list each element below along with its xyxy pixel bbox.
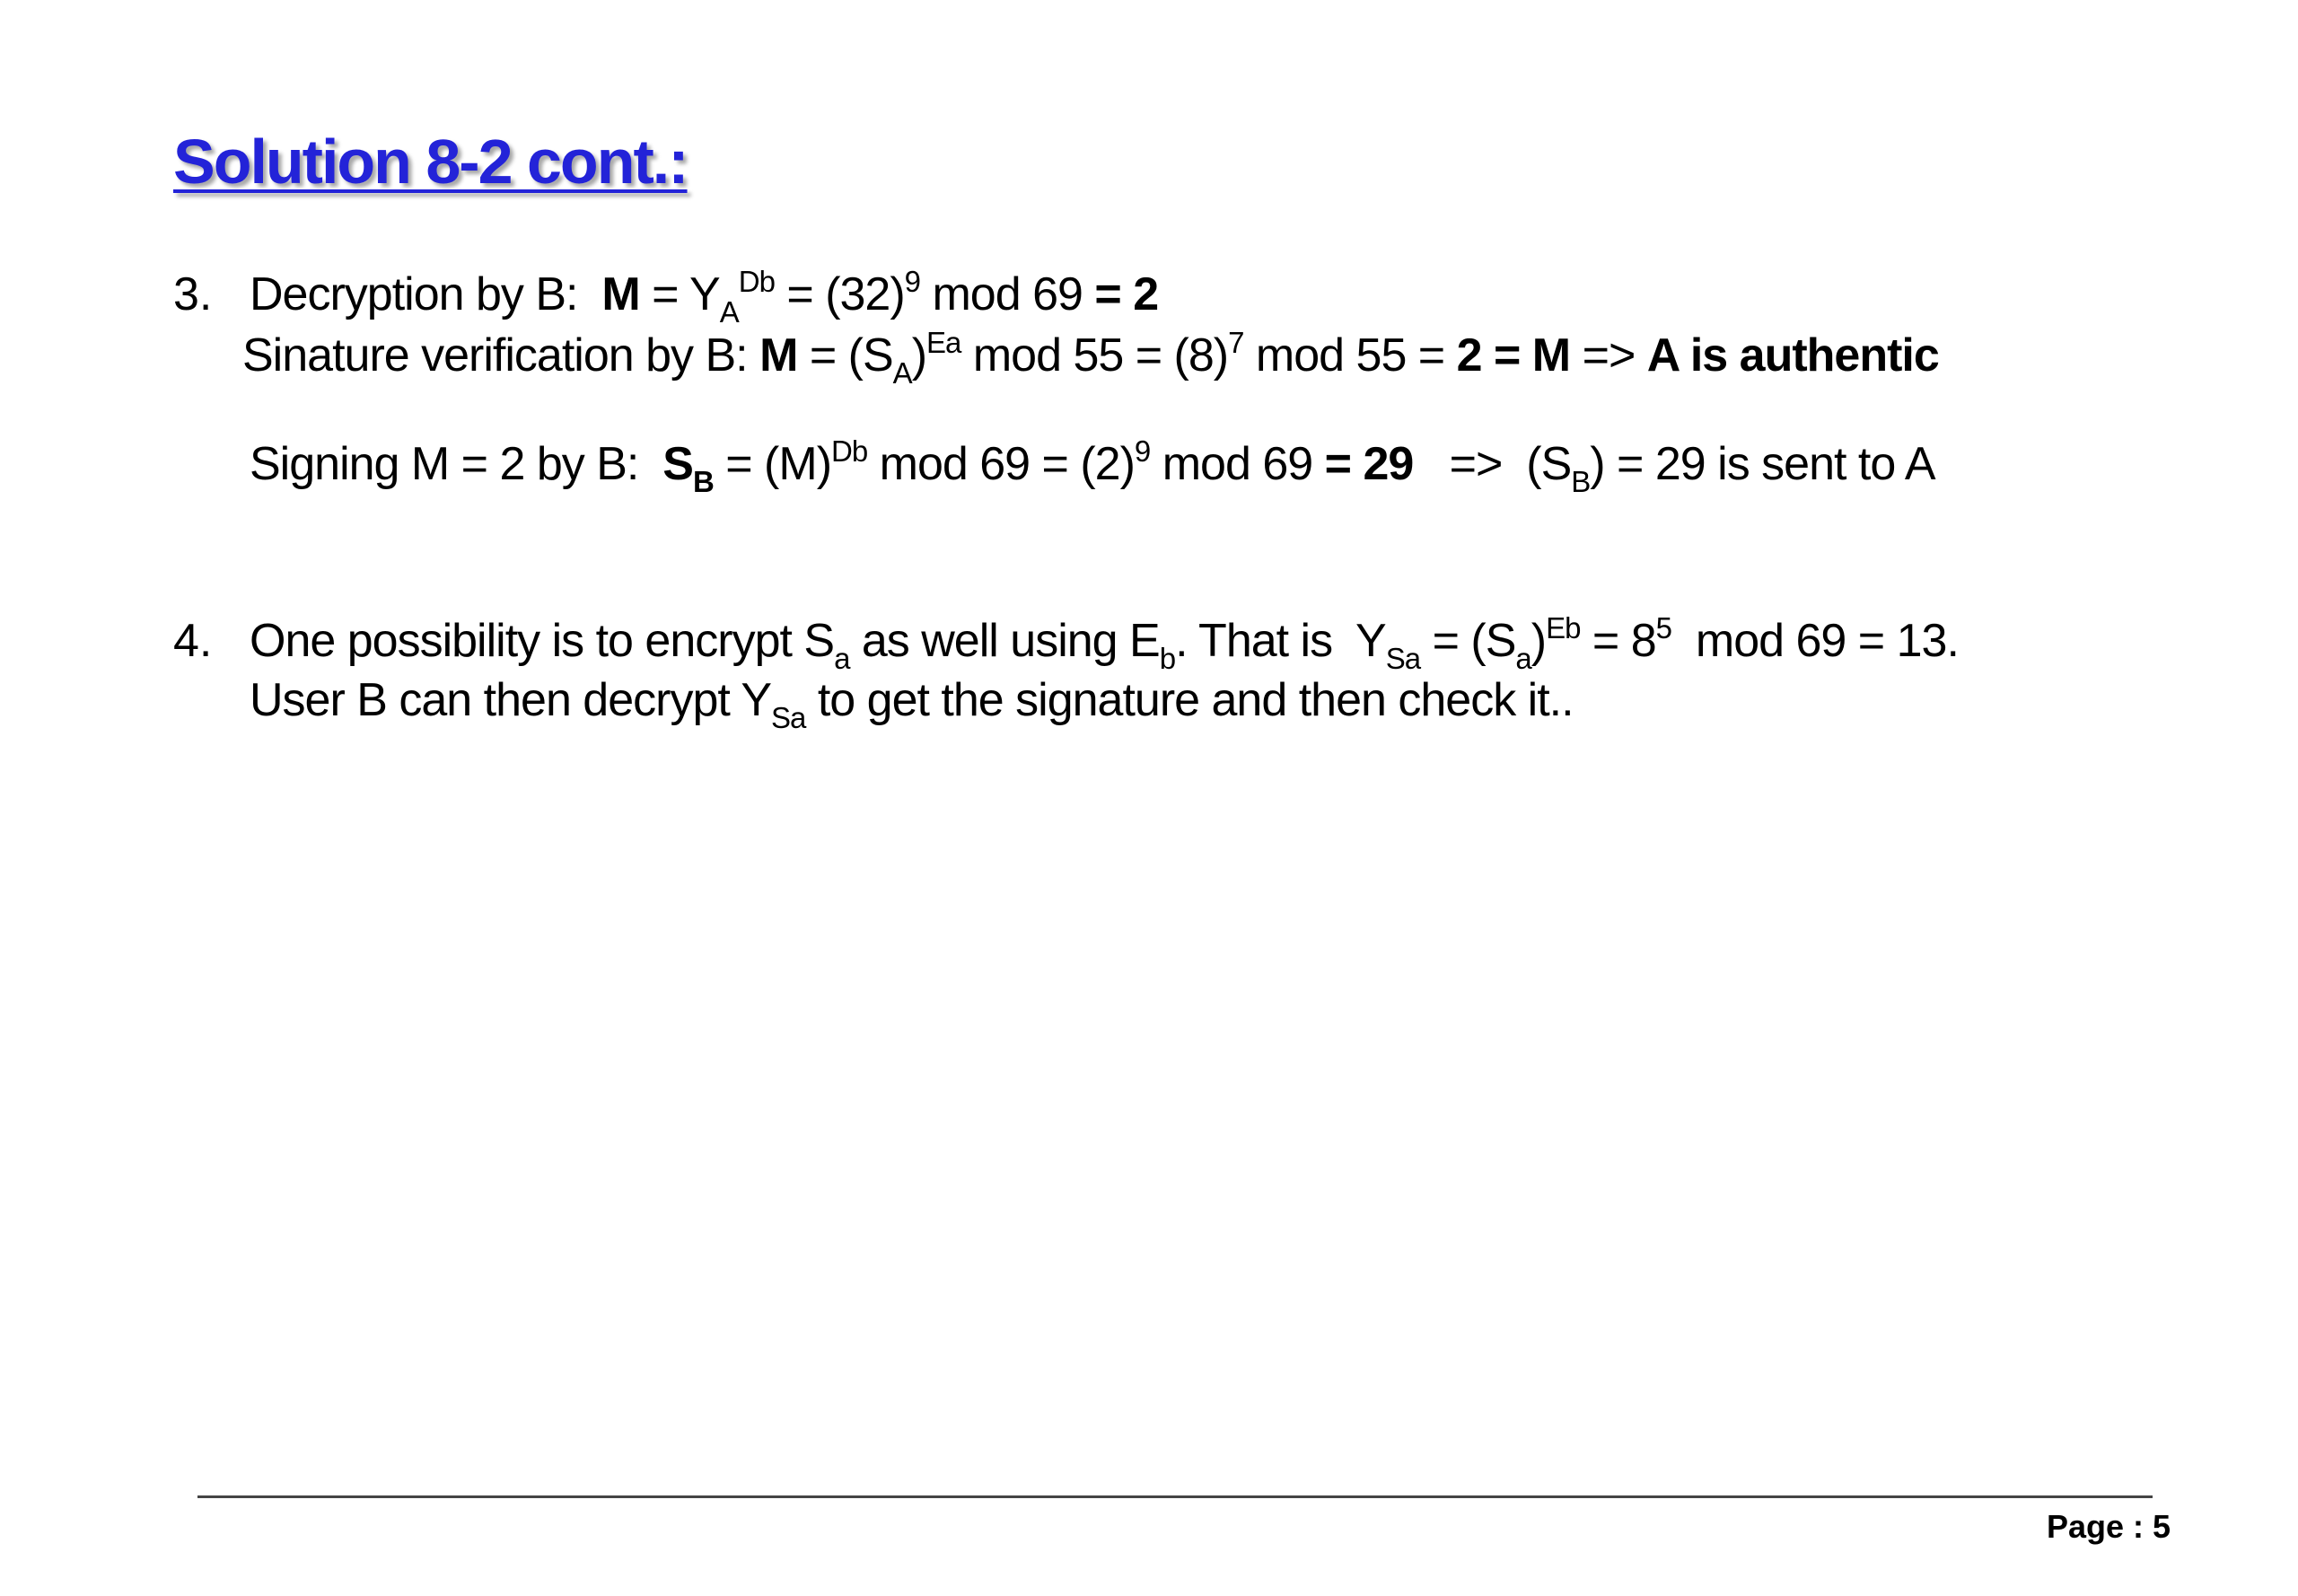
text-segment: Signing M = 2 by B: bbox=[250, 438, 663, 490]
signature-verification-line bbox=[242, 326, 1939, 390]
text-segment: a bbox=[834, 642, 850, 675]
text-segment: M bbox=[759, 329, 798, 381]
decrypt-check-line bbox=[250, 673, 1574, 734]
text-segment: 9 bbox=[1134, 434, 1151, 468]
text-segment: One possibility is to encrypt S bbox=[250, 615, 835, 667]
text-segment: = (32) bbox=[774, 268, 905, 320]
item-number-4: 4. bbox=[173, 615, 213, 667]
text-segment: User B can then decrypt Y bbox=[250, 674, 772, 726]
text-segment: B bbox=[1571, 465, 1591, 498]
text-segment: S bbox=[662, 438, 693, 490]
text-segment: to get the signature and then check it.. bbox=[805, 674, 1574, 726]
text-segment: mod 69 bbox=[920, 268, 1095, 320]
text-segment: 7 bbox=[1228, 326, 1244, 359]
text-segment: mod 55 = (8) bbox=[960, 329, 1229, 381]
text-segment: => bbox=[1570, 329, 1647, 381]
signing-line bbox=[250, 434, 1935, 498]
text-segment: Db bbox=[738, 265, 775, 298]
text-segment: mod 69 = (2) bbox=[867, 438, 1135, 490]
slide-title: Solution 8-2 cont.: bbox=[173, 127, 688, 197]
text-segment: mod 69 bbox=[1150, 438, 1325, 490]
text-segment: Sa bbox=[1385, 642, 1421, 675]
text-segment: Eb bbox=[1546, 611, 1581, 645]
text-segment: M bbox=[601, 268, 640, 320]
text-segment: 2 = M bbox=[1456, 329, 1571, 381]
text-segment: = (S bbox=[797, 329, 893, 381]
text-segment: A is authentic bbox=[1646, 329, 1939, 381]
text-segment: Db bbox=[831, 434, 868, 468]
text-segment: = 2 bbox=[1094, 268, 1159, 320]
text-segment: = (M) bbox=[713, 438, 832, 490]
text-segment: ) bbox=[911, 329, 927, 381]
text-segment: A bbox=[892, 356, 912, 390]
encrypt-possibility-line bbox=[250, 611, 1959, 675]
page-number: Page : 5 bbox=[2047, 1508, 2171, 1545]
text-segment: = 8 bbox=[1580, 615, 1656, 667]
text-segment: a bbox=[1515, 642, 1531, 675]
text-segment: Decryption by B: bbox=[250, 268, 602, 320]
text-segment: Sa bbox=[771, 701, 806, 734]
text-segment: 5 bbox=[1655, 611, 1671, 645]
text-segment: B bbox=[692, 465, 714, 498]
text-segment: ) bbox=[1531, 615, 1547, 667]
text-segment: = Y bbox=[639, 268, 720, 320]
footer-divider bbox=[197, 1495, 2153, 1498]
text-segment: Sinature verification by B: bbox=[242, 329, 760, 381]
text-segment: = 29 bbox=[1324, 438, 1414, 490]
text-segment: 9 bbox=[904, 265, 921, 298]
text-segment: Ea bbox=[926, 326, 961, 359]
text-segment: b bbox=[1159, 642, 1176, 675]
text-segment: ) = 29 is sent to A bbox=[1590, 438, 1935, 490]
text-segment: mod 69 = 13. bbox=[1671, 615, 1959, 667]
text-segment: => (S bbox=[1413, 438, 1572, 490]
text-segment: . That is Y bbox=[1175, 615, 1386, 667]
text-segment: as well using E bbox=[849, 615, 1160, 667]
decryption-line bbox=[250, 265, 1159, 329]
text-segment: = (S bbox=[1420, 615, 1516, 667]
item-number-3: 3. bbox=[173, 268, 213, 320]
text-segment: A bbox=[719, 295, 739, 329]
text-segment: mod 55 = bbox=[1243, 329, 1457, 381]
